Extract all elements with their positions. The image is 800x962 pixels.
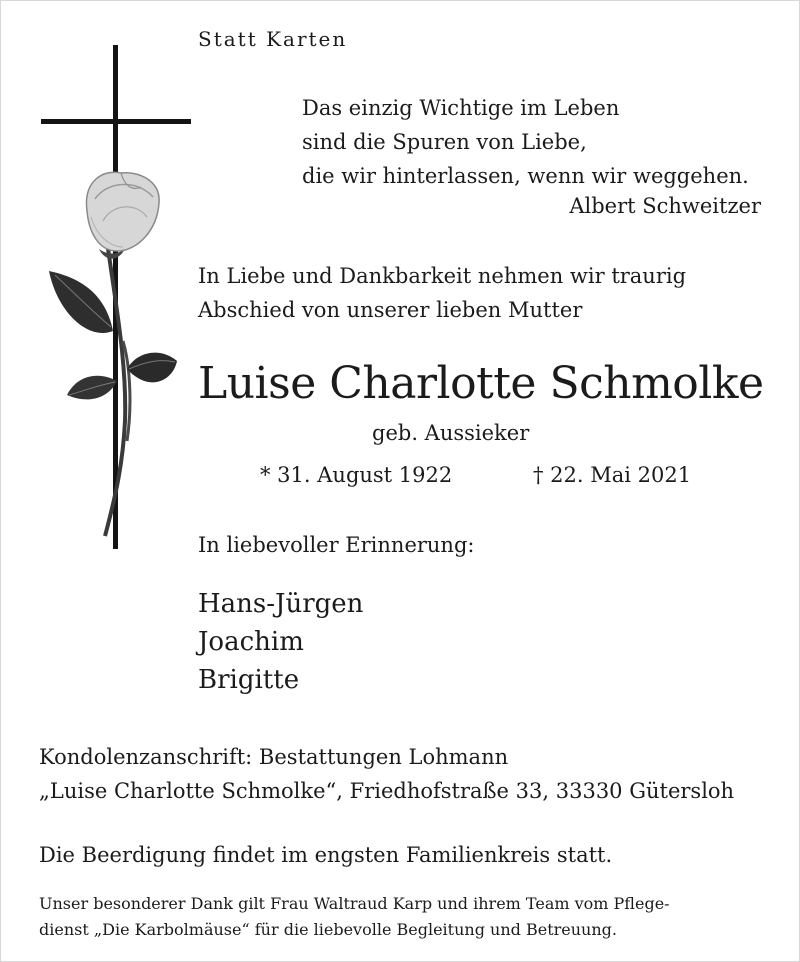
deceased-name: Luise Charlotte Schmolke: [198, 358, 764, 409]
thanks-note: [39, 891, 670, 943]
intro-text: [198, 259, 686, 327]
condolence-line: Kondolenzanschrift: Bestattungen Lohmann: [39, 745, 509, 769]
memory-label: In liebevoller Erinnerung:: [198, 533, 475, 557]
intro-line: In Liebe und Dankbarkeit nehmen wir traurig: [198, 264, 687, 288]
death-date: † 22. Mai 2021: [533, 463, 692, 487]
survivor-name: Brigitte: [198, 665, 300, 695]
survivor-name: Hans-Jürgen: [198, 589, 364, 619]
survivor-name: Joachim: [198, 627, 304, 657]
thanks-line: dienst „Die Karbolmäuse“ für die liebevolle Begleitung und Betreuung.: [39, 920, 617, 939]
quote-line: die wir hinterlassen, wenn wir weggehen.: [302, 164, 749, 188]
thanks-line: Unser besonderer Dank gilt Frau Waltraud Karp und ihrem Team vom Pflege-: [39, 894, 670, 913]
quote-block: [302, 91, 749, 193]
intro-line: Abschied von unserer lieben Mutter: [198, 298, 583, 322]
quote-line: Das einzig Wichtige im Leben: [302, 96, 620, 120]
maiden-name: geb. Aussieker: [372, 421, 530, 445]
cross-with-rose-icon: [37, 41, 207, 561]
condolence-address: [39, 740, 734, 808]
quote-line: sind die Spuren von Liebe,: [302, 130, 587, 154]
funeral-note: Die Beerdigung findet im engsten Familienkreis statt.: [39, 843, 613, 867]
condolence-line: „Luise Charlotte Schmolke“, Friedhofstraße 33, 33330 Gütersloh: [39, 779, 735, 803]
header-text: Statt Karten: [198, 27, 348, 51]
birth-date: * 31. August 1922: [260, 463, 453, 487]
quote-author: Albert Schweitzer: [569, 194, 761, 218]
survivors-list: [198, 585, 363, 699]
